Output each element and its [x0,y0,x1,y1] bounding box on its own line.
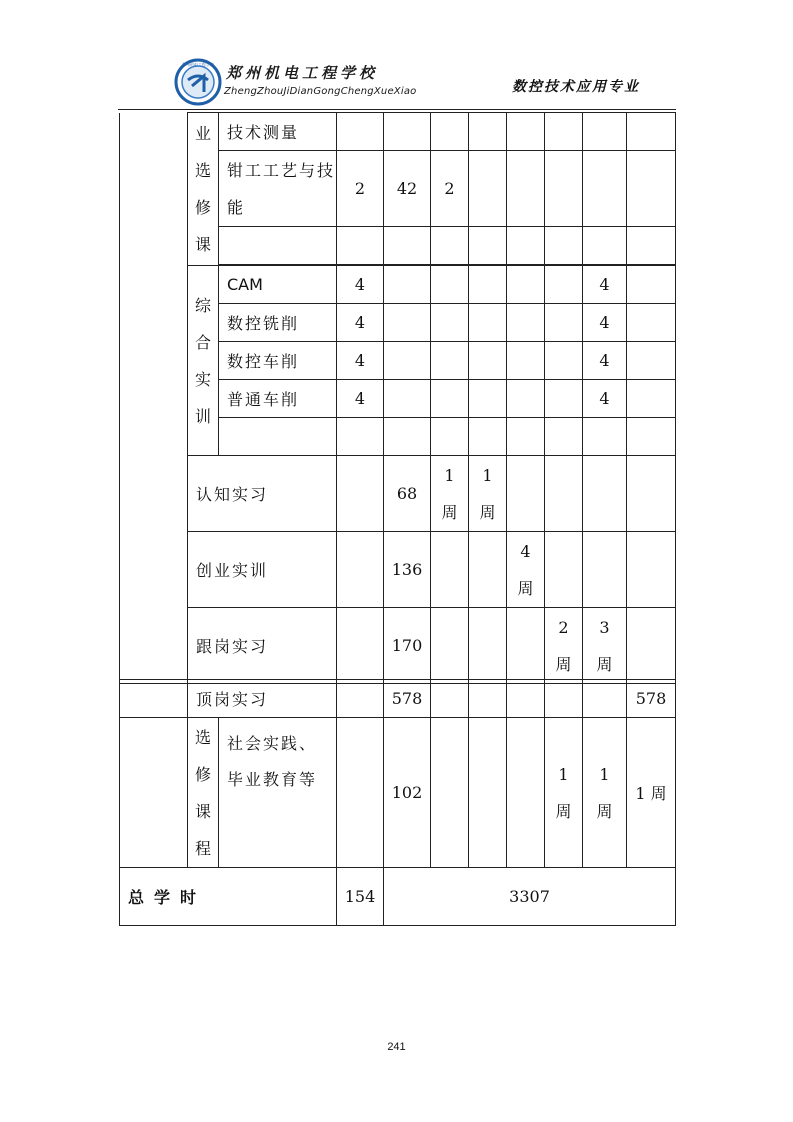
cell [627,608,676,684]
cell: 4 [337,266,384,304]
cell [627,151,676,227]
cell [469,227,507,265]
cell [627,113,676,151]
cell [337,456,384,532]
cell [507,113,545,151]
cell: 4 [583,266,627,304]
cell: 4 [337,304,384,342]
week-cell: 2 周 [545,608,583,684]
cell: 4 [583,304,627,342]
hours-cell: 102 [384,718,431,868]
cell [469,718,507,868]
total-credits: 154 [337,868,384,926]
cell [431,532,469,608]
cell [469,680,507,718]
table-row [120,608,676,684]
cell [469,113,507,151]
cell [545,418,583,456]
cell [431,608,469,684]
school-logo-icon [174,58,222,106]
cell [469,380,507,418]
hours-cell: 578 [384,680,431,718]
cell [507,718,545,868]
cell [431,380,469,418]
cell [545,227,583,265]
cell [545,380,583,418]
course-name: 顶岗实习 [188,680,337,718]
course-name: 普通车削 [219,380,337,418]
table-row [120,718,676,868]
cell [384,380,431,418]
cell [545,680,583,718]
cell [384,266,431,304]
cell [469,151,507,227]
week-cell: 1 周 [627,718,676,868]
cell [337,680,384,718]
cell [384,113,431,151]
table-row [120,266,676,304]
elective-category-label: 业 选 修 课 [188,113,219,266]
header-rule [118,109,676,110]
cell [583,418,627,456]
cell [337,227,384,265]
cell [507,227,545,265]
cell [469,608,507,684]
cell [337,608,384,684]
cell [431,418,469,456]
cell [431,342,469,380]
page-header [118,52,676,106]
logo-ring-text: 郑州机电工程学校 [182,62,214,67]
cell [583,532,627,608]
cell [545,532,583,608]
cell [627,532,676,608]
cell [507,304,545,342]
social-category-label: 选 修 课 程 [188,718,219,868]
cell [384,418,431,456]
cell [507,266,545,304]
cell: 42 [384,151,431,227]
cell [384,342,431,380]
week-cell: 1 周 [431,456,469,532]
outer-category-cell [120,113,188,684]
week-cell: 1 周 [583,718,627,868]
cell [469,304,507,342]
cell [545,266,583,304]
cell [507,456,545,532]
last-term-cell: 578 [627,680,676,718]
cell [627,266,676,304]
hours-cell: 68 [384,456,431,532]
cell [337,532,384,608]
course-name: 数控铣削 [219,304,337,342]
cell [627,418,676,456]
course-name: 认知实习 [188,456,337,532]
total-row [120,868,676,926]
cell [469,418,507,456]
cell [120,680,188,718]
cell [384,227,431,265]
week-cell: 3 周 [583,608,627,684]
cell [545,304,583,342]
cell [469,342,507,380]
cell: 2 [337,151,384,227]
cell [337,113,384,151]
cell [431,304,469,342]
cell [469,532,507,608]
total-label: 总学时 [120,868,337,926]
cell [627,227,676,265]
cell [431,266,469,304]
curriculum-table [119,112,676,684]
cell: 4 [583,342,627,380]
school-name-en: ZhengZhouJiDianGongChengXueXiao [224,86,417,97]
cell: 4 [337,342,384,380]
cell [583,151,627,227]
week-cell: 1 周 [545,718,583,868]
cell [507,342,545,380]
cell [337,418,384,456]
cell [507,151,545,227]
table-row [120,532,676,608]
course-name: 技术测量 [219,113,337,151]
cell [431,227,469,265]
table-row [120,680,676,718]
cell [507,380,545,418]
course-name: 数控车削 [219,342,337,380]
cell: 4 [337,380,384,418]
cell [583,113,627,151]
hours-cell: 136 [384,532,431,608]
cell [431,680,469,718]
cell [431,718,469,868]
course-name [219,418,337,456]
cell [507,680,545,718]
cell [627,304,676,342]
cell [384,304,431,342]
school-name-cn: 郑州机电工程学校 [226,64,379,82]
page-number: 241 [387,1041,406,1053]
table-row [120,113,676,151]
table-row [120,456,676,532]
course-name: 创业实训 [188,532,337,608]
cell [545,342,583,380]
cell [545,151,583,227]
week-cell: 4 周 [507,532,545,608]
cell [337,718,384,868]
course-name: CAM [219,266,337,304]
course-name [219,227,337,265]
course-name: 跟岗实习 [188,608,337,684]
training-category-label: 综 合 实 训 [188,266,219,456]
curriculum-table-lower [119,679,676,926]
major-title: 数控技术应用专业 [512,79,640,95]
cell [627,380,676,418]
cell [507,608,545,684]
course-name: 钳工工艺与技能 [219,151,337,227]
cell [545,113,583,151]
cell: 4 [583,380,627,418]
hours-cell: 170 [384,608,431,684]
week-cell: 1 周 [469,456,507,532]
cell [431,113,469,151]
total-hours: 3307 [384,868,676,926]
cell [120,718,188,868]
cell [627,342,676,380]
cell: 2 [431,151,469,227]
cell [545,456,583,532]
cell [583,456,627,532]
course-name: 社会实践、 毕业教育等 [219,718,337,868]
cell [583,227,627,265]
cell [507,418,545,456]
cell [583,680,627,718]
cell [627,456,676,532]
cell [469,266,507,304]
